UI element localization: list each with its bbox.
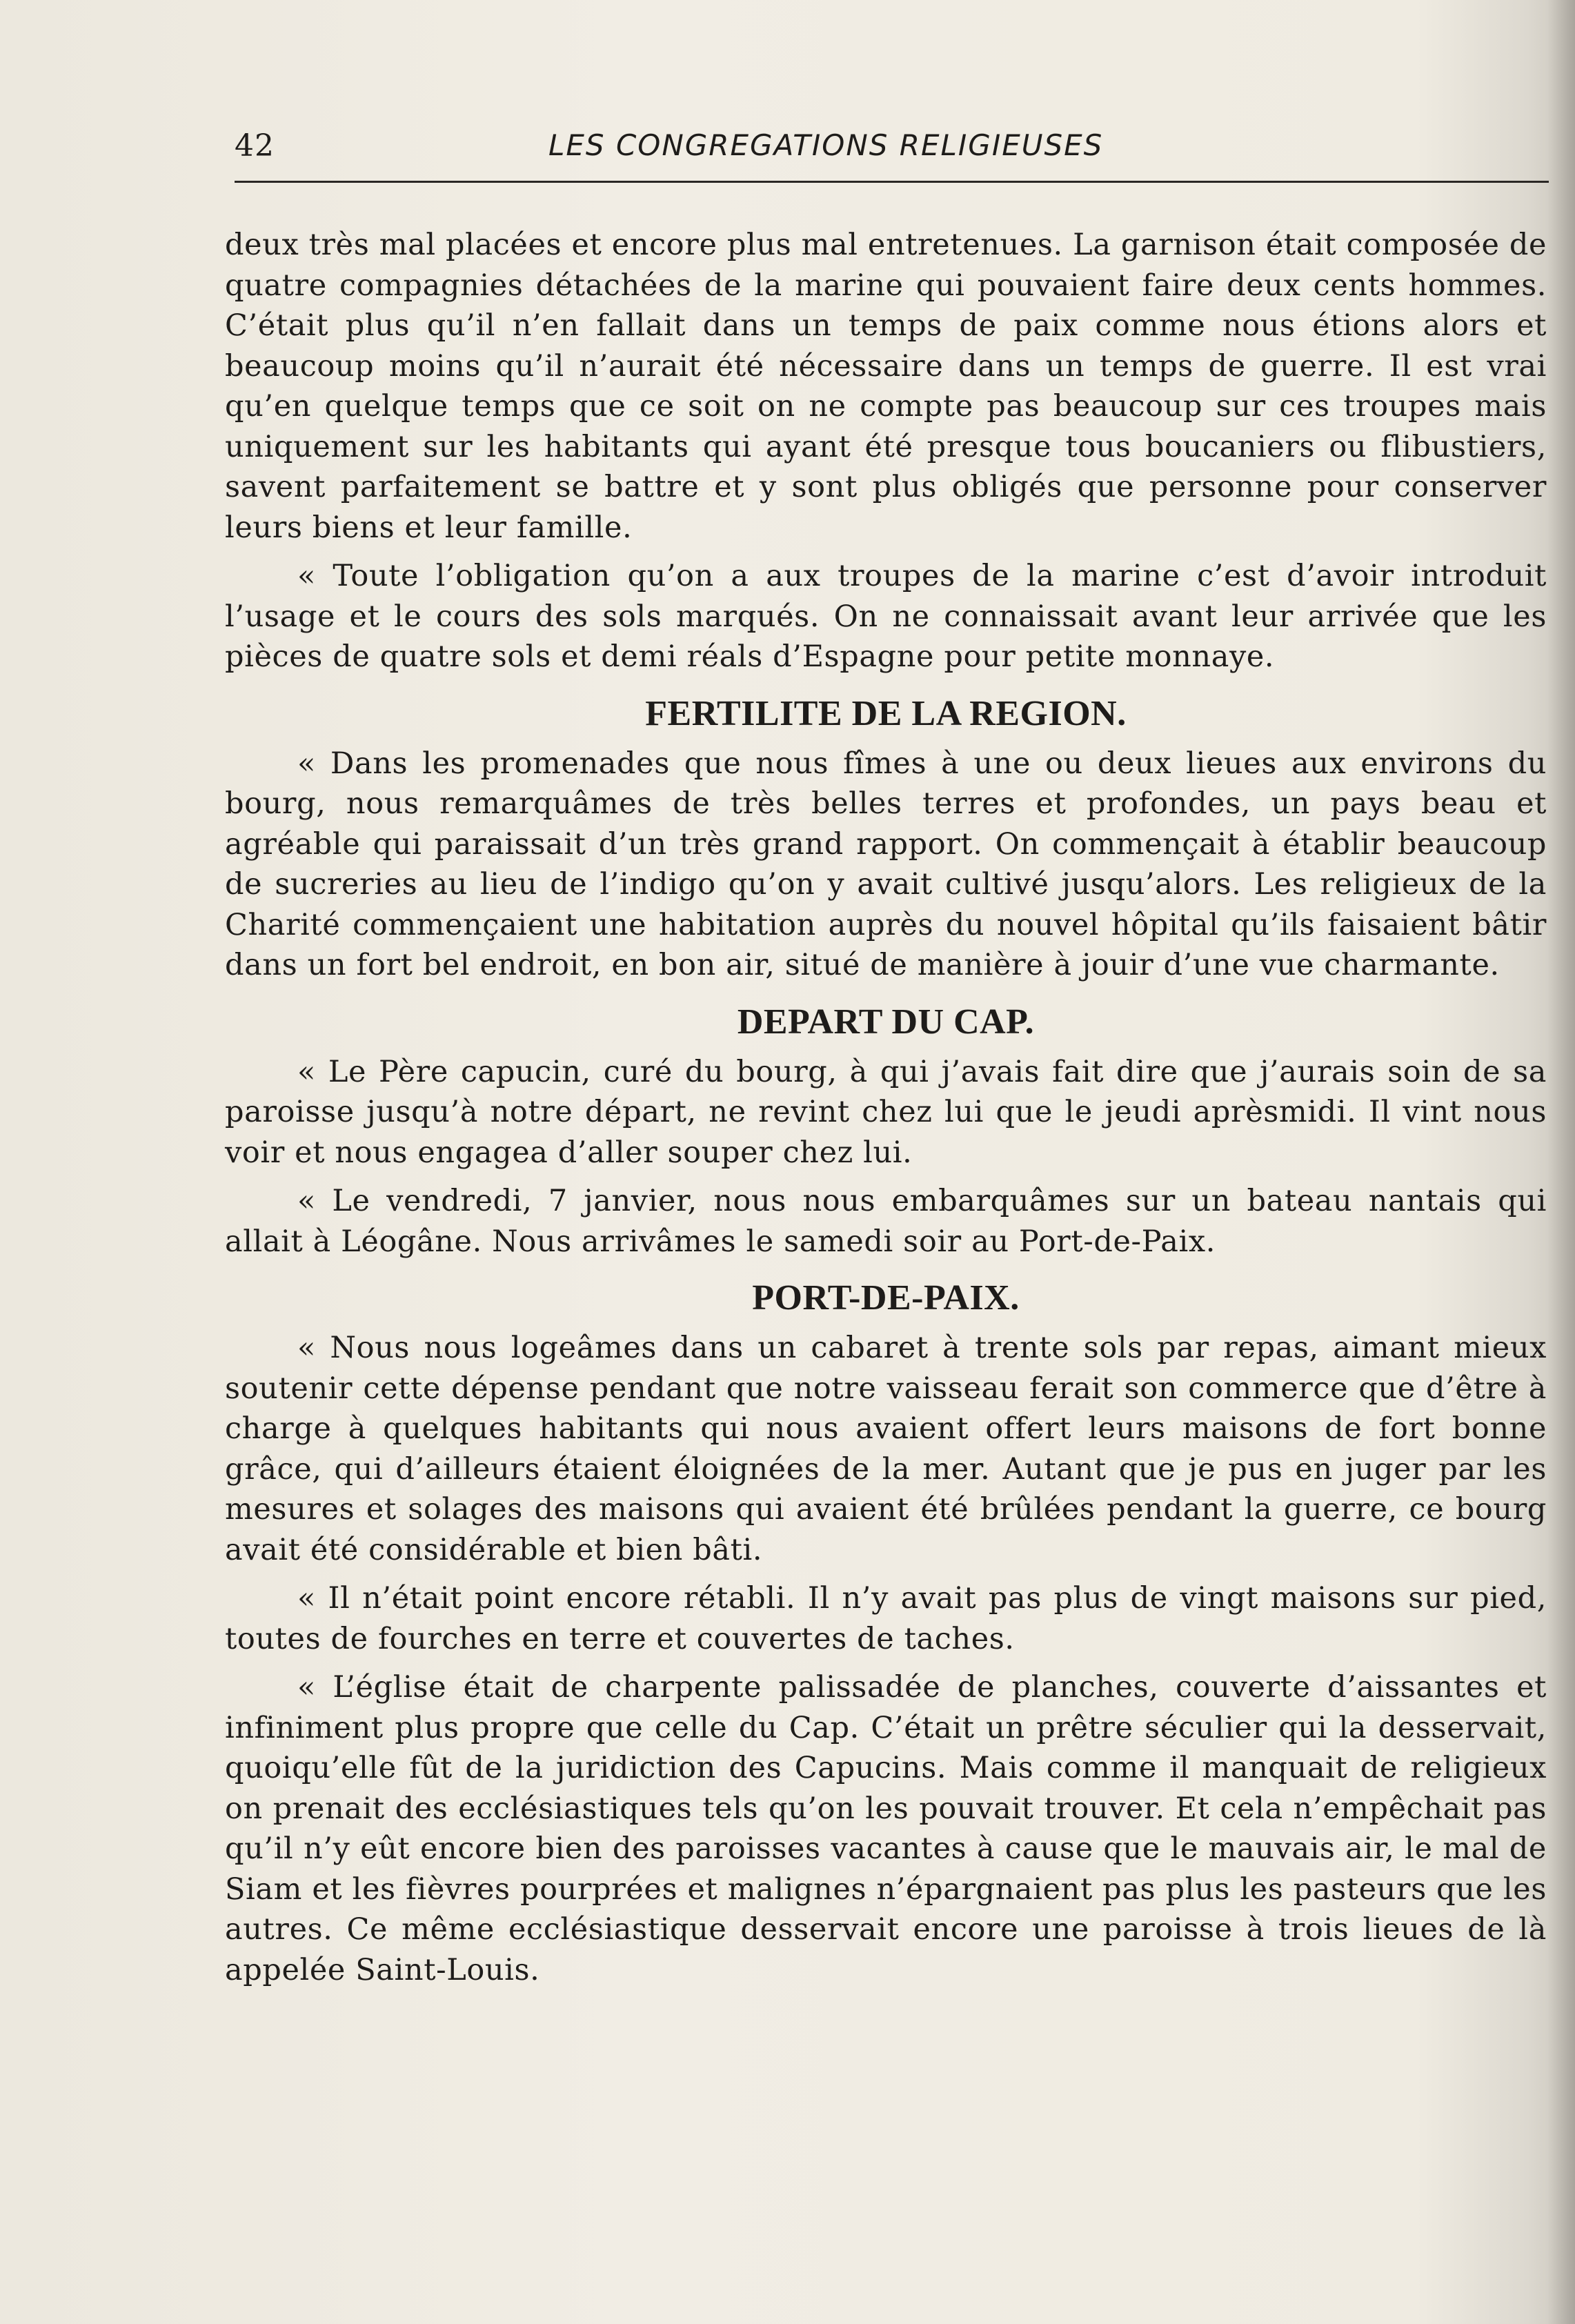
paragraph: deux très mal placées et encore plus mal entretenues. La garnison était composée de quatre compagnies détachées de la marine qui pouvaient faire deux cents hommes. C’était plus qu’il n’en fallait dans un temps de paix comme nous étions alors et beaucoup moins qu’il n’aurait été nécessaire dans un temps de guerre. Il est vrai qu’en quelque temps que ce soit on ne compte pas beaucoup sur ces troupes mais uniquement sur les habitants qui ayant été presque tous boucaniers ou flibustiers, savent parfaitement se battre et y sont plus obligés que personne pour conserver leurs biens et leur famille.	[225, 228, 1547, 545]
running-title: LES CONGREGATIONS RELIGIEUSES	[548, 128, 1104, 162]
page-gutter-shadow	[1547, 0, 1575, 2324]
section-heading: PORT-DE-PAIX.	[752, 1278, 1020, 1318]
paragraph: « Il n’était point encore rétabli. Il n’y avait pas plus de vingt maisons sur pied, toutes de fourches en terre et couvertes de taches.	[225, 1581, 1547, 1656]
paragraph: « L’église était de charpente palissadée de planches, couverte d’aissantes et infiniment plus propre que celle du Cap. C’était un prêtre séculier qui la desservait, quoiqu’elle fût de la juridiction des Capucins. Mais comme il manquait de religieux on prenait des ecclésiastiques tels qu’on les pouvait trouver. Et cela n’empêchait pas qu’il n’y eût encore bien des paroisses vacantes à cause que le mauvais air, le mal de Siam et les fièvres pourprées et malignes n’épargnaient pas plus les pasteurs que les autres. Ce même ecclésiastique desservait encore une paroisse à trois lieues de là appelée Saint-Louis.	[225, 1670, 1547, 1987]
page-body	[225, 225, 1547, 1998]
section-heading: FERTILITE DE LA REGION.	[645, 693, 1127, 733]
page-number: 42	[235, 128, 275, 163]
paragraph: « Le Père capucin, curé du bourg, à qui j’avais fait dire que j’aurais soin de sa paroisse jusqu’à notre départ, ne revint chez lui que le jeudi aprèsmidi. Il vint nous voir et nous engagea d’aller souper chez lui.	[225, 1054, 1547, 1170]
paragraph: « Dans les promenades que nous fîmes à une ou deux lieues aux environs du bourg, nous remarquâmes de très belles terres et profondes, un pays beau et agréable qui paraissait d’un très grand rapport. On commençait à établir beaucoup de sucreries au lieu de l’indigo qu’on y avait cultivé jusqu’alors. Les religieux de la Charité commençaient une habitation auprès du nouvel hôpital qu’ils faisaient bâtir dans un fort bel endroit, en bon air, situé de manière à jouir d’une vue charmante.	[225, 746, 1547, 982]
section-heading: DEPART DU CAP.	[737, 1002, 1035, 1042]
header-rule	[235, 181, 1549, 183]
page-header	[235, 128, 1545, 183]
paragraph: « Le vendredi, 7 janvier, nous nous embarquâmes sur un bateau nantais qui allait à Léogâne. Nous arrivâmes le samedi soir au Port-de-Paix.	[225, 1184, 1547, 1259]
paragraph: « Toute l’obligation qu’on a aux troupes de la marine c’est d’avoir introduit l’usage et le cours des sols marqués. On ne connaissait avant leur arrivée que les pièces de quatre sols et demi réals d’Espagne pour petite monnaye.	[225, 559, 1547, 674]
paragraph: « Nous nous logeâmes dans un cabaret à trente sols par repas, aimant mieux soutenir cette dépense pendant que notre vaisseau ferait son commerce que d’être à charge à quelques habitants qui nous avaient offert leurs maisons de fort bonne grâce, qui d’ailleurs étaient éloignées de la mer. Autant que je pus en juger par les mesures et solages des maisons qui avaient été brûlées pendant la guerre, ce bourg avait été considérable et bien bâti.	[225, 1331, 1547, 1567]
